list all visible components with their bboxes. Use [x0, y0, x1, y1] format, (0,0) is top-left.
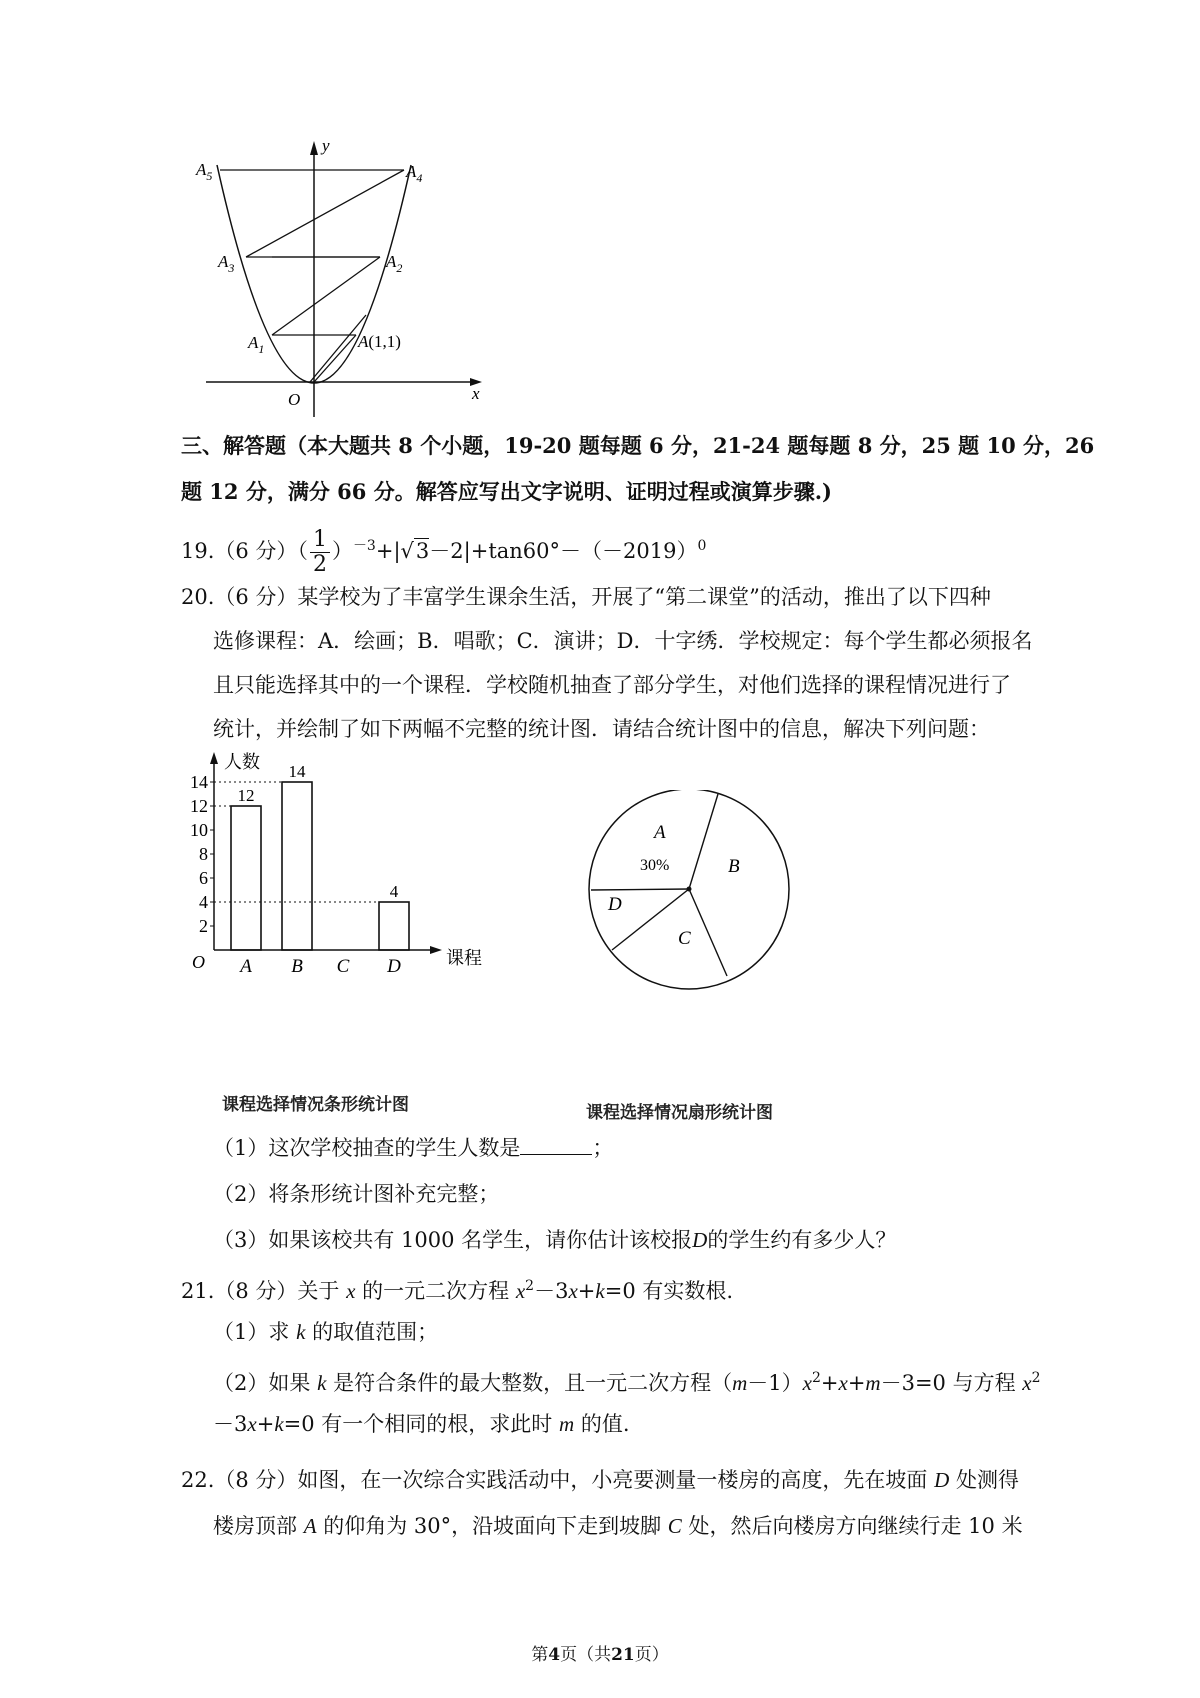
bar-B [282, 782, 312, 950]
bar-data-label: 14 [288, 762, 306, 781]
q22-line1-a: 22.（8 分）如图，在一次综合实践活动中，小亮要测量一楼房的高度，先在坡面 [181, 1468, 928, 1492]
parabola-figure [190, 135, 490, 435]
pie-label-A: A [654, 822, 666, 843]
q19-frac-num: 1 [310, 528, 330, 553]
q19-abs-open: +| [375, 539, 401, 563]
q21-line1: 21.（8 分）关于 x 的一元二次方程 $x^2-3x+k=0$ 有实数根. [181, 1278, 734, 1303]
bar-ytick-label: 10 [190, 820, 208, 840]
bar-y-label: 人数 [224, 752, 260, 772]
q21-sub1-b: 的取值范围； [312, 1320, 439, 1344]
question-19: 19.（6 分）（ $\frac{1}{2}$ ）$^{-3}+|√3-2|+\tan 60^\circ-(-2019)^0$ [181, 527, 707, 577]
bar-category-label: D [387, 956, 401, 977]
label-a4: $A_4$ [406, 162, 423, 185]
pie-slice-edge [591, 889, 689, 890]
q20-sub3-var: D [692, 1228, 708, 1252]
q21-line1-c: －3 [534, 1279, 569, 1303]
q20-sub1 [213, 1133, 613, 1163]
footer-suffix: 页） [634, 1645, 669, 1665]
q19-fraction [310, 528, 330, 577]
bar-chart-title: 课程选择情况条形统计图 [222, 1095, 409, 1115]
q21-sub2-b: 是符合条件的最大整数，且一元二次方程（ [333, 1371, 733, 1395]
bar-data-label: 4 [389, 882, 399, 901]
q19-exponent: －3 [352, 538, 376, 554]
pie-label-D: D [608, 894, 622, 915]
q19-prefix: 19.（6 分）（ [181, 539, 308, 563]
q21-line1-d: + [577, 1279, 596, 1303]
q21-line1-a: 21.（8 分）关于 [181, 1279, 340, 1303]
q21-sub2-c: －1） [747, 1371, 803, 1395]
bar-ytick-label: 6 [199, 868, 208, 888]
bar-chart [190, 750, 530, 1070]
section3-header-line1: 三、解答题（本大题共 8 个小题，19-20 题每题 6 分，21-24 题每题 8 分，25 题 10 分，26 [181, 433, 1095, 458]
footer-mid: 页（共 [560, 1645, 612, 1665]
bar-origin-label: O [192, 952, 205, 972]
q22-line2-b: 的仰角为 30°，沿坡面向下走到坡脚 [323, 1514, 662, 1538]
answer-blank[interactable] [520, 1134, 592, 1155]
bar-D [379, 902, 409, 950]
pie-chart-title: 课程选择情况扇形统计图 [586, 1103, 773, 1123]
label-origin: O [288, 390, 301, 409]
q19-rest: －2|+tan60°－（－2019） [429, 539, 698, 563]
q21-line3-a: －3 [213, 1412, 248, 1436]
q19-exponent-zero: 0 [697, 538, 707, 554]
bar-data-label: 12 [237, 786, 255, 805]
q21-line1-b: 的一元二次方程 [362, 1279, 510, 1303]
q20-sub3-a: （3）如果该校共有 1000 名学生，请你估计该校报 [213, 1228, 693, 1252]
bar-category-label: B [291, 956, 303, 977]
q21-line3-d: 的值. [580, 1412, 630, 1436]
q22-line2-c: 处，然后向楼房方向继续行走 10 米 [688, 1514, 1023, 1538]
q21-line3-b: + [256, 1412, 275, 1436]
page-footer [0, 1640, 1200, 1665]
pie-annotation: 30% [640, 857, 670, 874]
q19-close: ） [331, 539, 353, 563]
pie-label-B: B [728, 856, 740, 877]
q20-sub3 [213, 1225, 896, 1255]
pie-slice-edge [689, 889, 727, 976]
bar-ytick-label: 2 [199, 916, 208, 936]
q21-sub2: （2）如果 k 是符合条件的最大整数，且一元二次方程$(m-1)x^2+x+m-3=0$ 与方程 $x^2$ [213, 1370, 1041, 1395]
section3-header-line2: 题 12 分，满分 66 分。解答应写出文字说明、证明过程或演算步骤.) [181, 479, 832, 504]
label-a5: $A_5$ [196, 160, 213, 183]
q19-sqrt: 3 [415, 539, 430, 563]
q21-line1-e: =0 有实数根. [604, 1279, 734, 1303]
q19-frac-den: 2 [312, 552, 327, 577]
label-y-axis: y [322, 136, 330, 155]
footer-page-number: 4 [548, 1645, 561, 1665]
q21-line3: －3x+k=0 有一个相同的根，求此时 m 的值. [213, 1412, 630, 1436]
bar-ytick-label: 14 [190, 772, 208, 792]
q22-line2: 楼房顶部 A 的仰角为 30°，沿坡面向下走到坡脚 C 处，然后向楼房方向继续行走 10 米 [213, 1514, 1023, 1538]
q20-sub1-text: （1）这次学校抽查的学生人数是 [213, 1136, 521, 1160]
q21-line3-c: =0 有一个相同的根，求此时 [283, 1412, 553, 1436]
q22-line1: 22.（8 分）如图，在一次综合实践活动中，小亮要测量一楼房的高度，先在坡面 D 处测得 [181, 1468, 1019, 1492]
q20-line2 [213, 626, 1033, 656]
q20-sub1-end: ； [592, 1136, 614, 1160]
q20-sub2: （2）将条形统计图补充完整； [213, 1182, 500, 1206]
q21-sub2-e: + [847, 1371, 866, 1395]
bar-ytick-label: 8 [199, 844, 208, 864]
q20-line1: 20.（6 分）某学校为了丰富学生课余生活，开展了“第二课堂”的活动，推出了以下四种 [181, 585, 991, 609]
bar-A [231, 806, 261, 950]
bar-ytick-label: 12 [190, 796, 208, 816]
q21-sub2-a: （2）如果 [213, 1371, 311, 1395]
bar-x-label: 课程 [446, 948, 482, 968]
q20-sub3-b: 的学生约有多少人？ [707, 1228, 897, 1252]
q21-sub1-a: （1）求 [213, 1320, 290, 1344]
label-a2: $A_2$ [386, 252, 403, 275]
footer-prefix: 第 [531, 1645, 549, 1665]
q21-sub2-d: + [820, 1371, 839, 1395]
label-a1: $A_1$ [248, 333, 265, 356]
q22-line1-b: 处测得 [955, 1468, 1019, 1492]
bar-ytick-label: 4 [199, 892, 208, 912]
pie-label-C: C [678, 928, 691, 949]
pie-slice-edge [689, 794, 718, 889]
pie-chart [580, 790, 800, 1010]
footer-total-pages: 21 [611, 1645, 635, 1665]
q22-line2-a: 楼房顶部 [213, 1514, 297, 1538]
q21-sub2-f: －3=0 与方程 [880, 1371, 1016, 1395]
label-a3: $A_3$ [218, 252, 235, 275]
pie-center [687, 887, 692, 892]
bar-y-axis-arrow [210, 752, 218, 764]
bar-x-axis-arrow [430, 946, 442, 954]
label-a: A(1,1) [358, 332, 401, 351]
label-x-axis: x [472, 384, 480, 403]
bar-category-label: C [336, 956, 350, 977]
q20-line2-text: 选修课程：A．绘画；B．唱歌；C．演讲；D．十字绣．学校规定：每个学生都必须报名 [213, 629, 1033, 653]
q20-line4: 统计，并绘制了如下两幅不完整的统计图．请结合统计图中的信息，解决下列问题： [213, 717, 990, 741]
bar-category-label: A [240, 956, 252, 977]
q21-sub1: （1）求 k 的取值范围； [213, 1320, 439, 1344]
q20-line3: 且只能选择其中的一个课程．学校随机抽查了部分学生，对他们选择的课程情况进行了 [213, 673, 1011, 697]
